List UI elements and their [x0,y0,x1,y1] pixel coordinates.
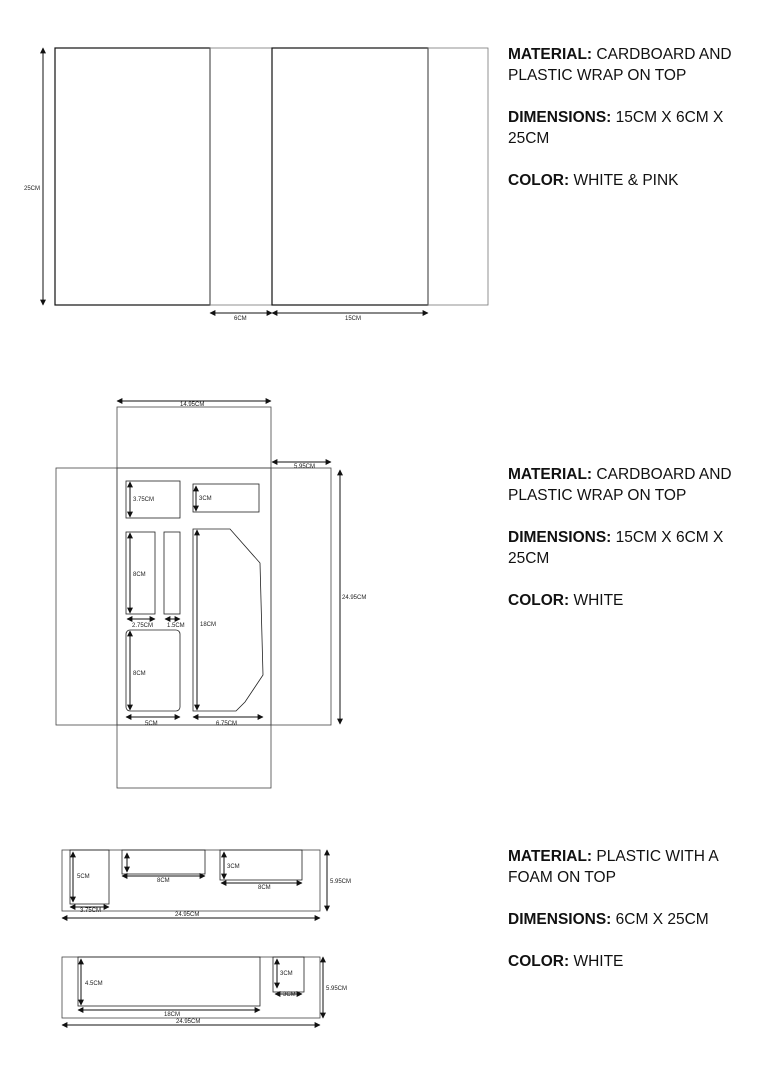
dim-label-slot-c-width: 2.75CM [132,623,154,629]
spec-dimensions: DIMENSIONS: 15CM X 6CM X 25CM [508,109,724,147]
side1-outline [62,850,320,911]
dim-label-tray-height: 24.95CM [342,595,367,601]
spec-material: MATERIAL: PLASTIC WITH A FOAM ON TOP [508,848,718,886]
dim-label-side1-c: 8CM [157,878,170,884]
spec-dimensions: DIMENSIONS: 15CM X 6CM X 25CM [508,529,724,567]
side2-cutouts [78,957,304,1006]
dim-label-slot-b: 3CM [199,496,212,502]
side1-cutout-b [122,850,205,874]
spec-color: COLOR: WHITE & PINK [508,172,679,189]
dim-label-side2-b: 18CM [164,1012,181,1018]
dim-label-side2-length: 24.95CM [176,1019,201,1025]
spec-dimensions: DIMENSIONS: 6CM X 25CM [508,911,709,928]
dim-label-tray-top-width: 14.95CM [180,402,205,408]
sleeve-panel-side-2 [428,48,488,305]
dim-label-slot-d-width: 1.5CM [167,623,185,629]
tray-flap-top [117,407,271,468]
dim-label-slot-c-height: 8CM [133,572,146,578]
dim-label-bottom-b: 6.75CM [216,721,238,727]
dim-label-side2-height: 5.95CM [326,986,348,992]
spec-block-tray [508,464,753,632]
dim-label-tray-side-depth: 5.95CM [294,464,316,470]
side1-cutouts [70,850,302,904]
spec-color: COLOR: WHITE [508,592,624,609]
dim-label-side2-c: 3CM [280,971,293,977]
dim-label-slot-a: 3.75CM [133,497,155,503]
dim-label-slot-e-height: 8CM [133,671,146,677]
sleeve-panel-back [272,48,428,305]
dim-label-side1-length: 24.95CM [175,912,200,918]
spec-material: MATERIAL: CARDBOARD AND PLASTIC WRAP ON TOP [508,46,732,84]
cutout-slot-d [164,532,180,614]
sleeve-net [55,48,488,305]
dim-label-sleeve-height: 25CM [24,186,41,192]
dim-label-slot-f-height: 18CM [200,622,217,628]
side2-cutout-a [78,957,260,1006]
dim-label-sleeve-depth: 6CM [234,316,247,322]
dim-label-side2-d: 3CM [283,992,296,998]
spec-material: MATERIAL: CARDBOARD AND PLASTIC WRAP ON TOP [508,466,732,504]
sleeve-panel-side [210,48,272,305]
dim-label-side1-e: 8CM [258,885,271,891]
tray-flap-left [56,468,117,725]
dim-label-side1-d: 3CM [227,864,240,870]
dim-label-side1-a: 5CM [77,874,90,880]
cutout-slot-f [193,529,263,711]
spec-block-insert [508,846,753,993]
spec-block-sleeve [508,44,753,212]
dim-label-side1-b: 3.75CM [80,908,102,914]
side2-outline [62,957,320,1018]
tray-net [56,407,331,788]
dim-label-side2-a: 4.5CM [85,981,103,987]
tray-base [117,468,271,725]
dim-label-sleeve-width: 15CM [345,316,362,322]
dim-label-bottom-a: 5CM [145,721,158,727]
dim-label-side1-height: 5.95CM [330,879,352,885]
tray-flap-right [271,468,331,725]
tray-flap-bottom [117,725,271,788]
tray-cutouts [126,481,263,711]
sleeve-panel-front [55,48,210,305]
spec-color: COLOR: WHITE [508,953,624,970]
